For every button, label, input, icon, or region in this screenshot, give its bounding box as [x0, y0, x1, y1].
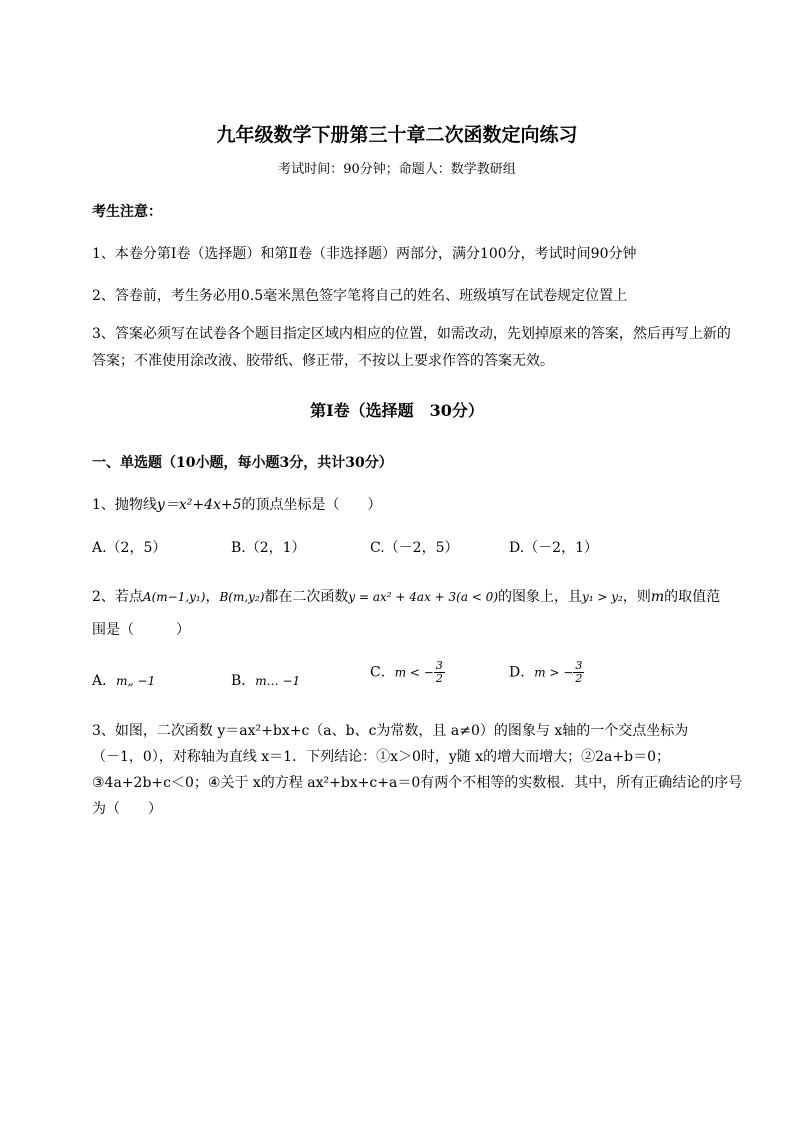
part-heading: 一、单选题（10小题，每小题3分，共计30分） — [92, 455, 393, 471]
q1-suffix: 的顶点坐标是（ ） — [241, 497, 382, 513]
q2-option-d-denominator: 2 — [575, 672, 583, 685]
q2-option-b — [231, 670, 300, 690]
q2-option-d — [509, 660, 584, 685]
q2-option-c-denominator: 2 — [435, 672, 443, 685]
notice-item-3: 3、答案必须写在试卷各个题目指定区域内相应的位置，如需改动，先划掉原来的答案，然后再写上新的答案；不准使用涂改液、胶带纸、修正带，不按以上要求作答的答案无效。 — [92, 326, 731, 369]
section-title: 第I卷（选择题 30分） — [310, 401, 484, 420]
q2-mid: 都在二次函数 — [264, 589, 349, 605]
q1-formula: y＝x²+4x+5 — [156, 497, 242, 513]
q2-condition: y₁ > y₂ — [582, 590, 623, 604]
page-subtitle: 考试时间：90分钟；命题人：数学教研组 — [278, 162, 516, 177]
q1-prefix: 1、抛物线 — [92, 497, 157, 513]
q2-sep: ， — [205, 589, 220, 605]
q3-line-1: 3、如图，二次函数 y＝ax²+bx+c（a、b、c为常数，且 a≠0）的图象与 x轴的一个交点坐标为 — [92, 723, 689, 739]
q2-point-b: B(m,y₂) — [219, 590, 265, 604]
q2-option-d-label: D． — [509, 664, 535, 681]
q2-option-c-numerator: 3 — [435, 659, 443, 672]
q2-option-a — [92, 670, 155, 690]
q2-suffix: 的取值范 — [664, 589, 721, 605]
q1-option-b: B.（2，1） — [231, 540, 306, 556]
q2-option-c-fraction — [434, 660, 445, 685]
q2-option-b-text: m… −1 — [255, 674, 301, 688]
question-2 — [92, 586, 720, 606]
q2-point-a: A(m−1,y₁) — [142, 590, 206, 604]
page-title: 九年级数学下册第三十章二次函数定向练习 — [216, 124, 578, 146]
q1-option-a: A.（2，5） — [92, 540, 167, 556]
q3-line-4: 为（ ） — [92, 801, 162, 817]
q2-option-c-label: C． — [370, 664, 395, 681]
q2-option-c — [370, 660, 445, 685]
q2-option-d-text: m > − — [534, 665, 574, 680]
q1-option-c: C.（－2，5） — [370, 540, 459, 556]
q3-line-2: （－1，0），对称轴为直线 x＝1．下列结论：①x＞0时，y随 x的增大而增大；②2a+b＝0； — [92, 749, 670, 765]
q2-mid2: 的图象上，且 — [498, 589, 582, 605]
q2-option-a-label: A． — [92, 673, 117, 689]
q2-option-c-text: m < − — [394, 665, 434, 680]
q1-option-d: D.（－2，1） — [509, 540, 598, 556]
notice-heading: 考生注意： — [92, 204, 162, 220]
q3-line-3: ③4a+2b+c＜0；④关于 x的方程 ax²+bx+c+a＝0有两个不相等的实数根．其中，所有正确结论的序号 — [92, 775, 743, 791]
q2-mid3: ，则 — [622, 589, 651, 605]
q2-var: m — [650, 589, 665, 605]
q2-function: y = ax² + 4ax + 3(a < 0) — [348, 590, 498, 604]
question-1 — [92, 494, 382, 514]
q2-option-d-fraction — [573, 660, 584, 685]
q2-option-a-text: m„ −1 — [116, 674, 156, 688]
notice-item-1: 1、本卷分第I卷（选择题）和第Ⅱ卷（非选择题）两部分，满分100分，考试时间90分钟 — [92, 246, 637, 262]
q2-prefix: 2、若点 — [92, 589, 143, 605]
q2-line-2: 围是（ ） — [92, 622, 190, 638]
q2-option-b-label: B． — [231, 673, 256, 689]
q2-option-d-numerator: 3 — [575, 659, 583, 672]
notice-item-2: 2、答卷前，考生务必用0.5毫米黑色签字笔将自己的姓名、班级填写在试卷规定位置上 — [92, 288, 628, 304]
